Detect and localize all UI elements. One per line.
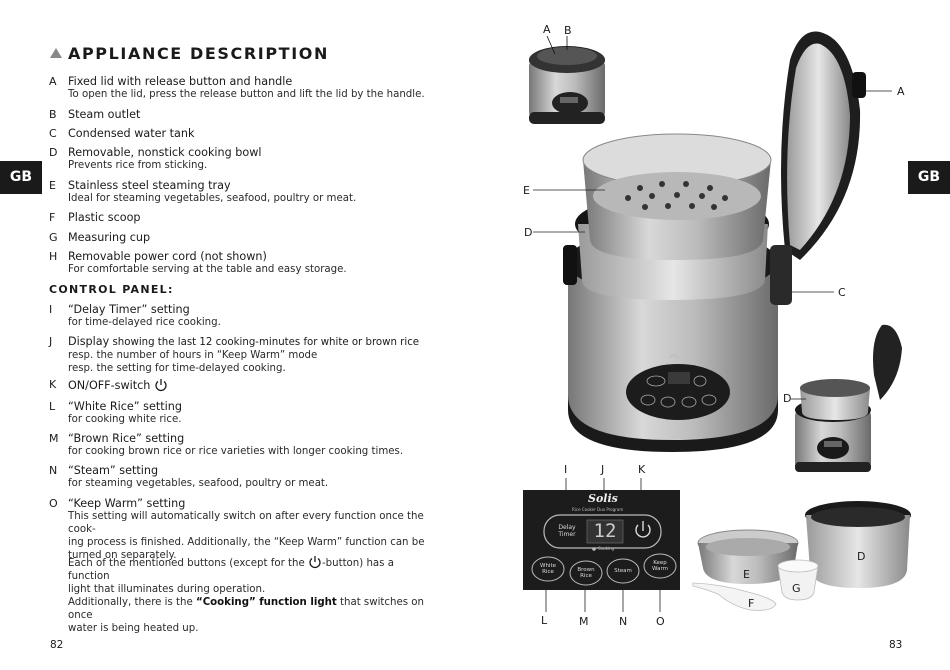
page-title: APPLIANCE DESCRIPTION	[50, 44, 329, 63]
control-i: I “Delay Timer” setting for time-delayed rice cooking.	[49, 303, 221, 328]
figure-label-e: E	[523, 184, 530, 197]
figure-label-a-top: A	[543, 23, 551, 36]
figure-label-l: L	[541, 614, 548, 627]
figure-label-d-small: D	[783, 392, 792, 405]
part-d: D Removable, nonstick cooking bowl Prevents rice from sticking.	[49, 146, 262, 171]
steam-button: Steam	[614, 568, 632, 574]
figure-label-n: N	[619, 615, 628, 628]
display-readout: 12	[593, 520, 617, 542]
part-g: G Measuring cup	[49, 231, 151, 244]
control-l: L “White Rice” setting for cooking white rice.	[49, 400, 182, 425]
panel-subtitle: Rice Cooker Duo Program	[572, 507, 624, 512]
figure-label-c: C	[838, 286, 846, 299]
part-h: H Removable power cord (not shown) For comfortable serving at the table and easy storage.	[49, 250, 347, 275]
brand-logo: Solis	[588, 492, 618, 505]
figure-label-b: B	[564, 24, 572, 37]
page-number-right: 83	[889, 639, 903, 651]
figure-label-f: F	[748, 597, 755, 610]
part-a: A Fixed lid with release button and handle To open the lid, press the release button and lift the lid by the handle.	[49, 75, 425, 100]
part-f: F Plastic scoop	[49, 211, 141, 224]
figure-label-e-accessory: E	[743, 568, 750, 581]
figure-label-d-accessory: D	[857, 550, 866, 563]
part-c: C Condensed water tank	[49, 127, 195, 140]
language-tab-left: GB	[0, 161, 42, 194]
language-tab-right: GB	[908, 161, 950, 194]
part-b: B Steam outlet	[49, 108, 141, 121]
figure-label-j: J	[601, 463, 605, 476]
brown-rice-button: Brown Rice	[577, 567, 595, 579]
control-k: K ON/OFF-switch	[49, 378, 429, 392]
control-n: N “Steam” setting for steaming vegetables, seafood, poultry or meat.	[49, 464, 329, 489]
control-j: J Display showing the last 12 cooking-minutes for white or brown rice resp. the number of hours in “Keep Warm” mode resp. the setting for time-delayed cooking.	[49, 335, 420, 374]
figure-label-a-right: A	[897, 85, 905, 98]
figure-label-m: M	[579, 615, 589, 628]
delay-timer-button: Delay Timer	[558, 524, 576, 538]
small-cooker-open	[795, 325, 902, 472]
control-panel-heading: CONTROL PANEL:	[49, 283, 174, 296]
accessories	[693, 501, 911, 610]
control-o: O “Keep Warm” setting This setting will automatically switch on after every function once the cook- ing process is finished. Additionally, the “Keep Warm” function can be turned on separately.	[49, 497, 425, 561]
keep-warm-button: Keep Warm	[652, 560, 668, 572]
figure-label-o: O	[656, 615, 665, 628]
white-rice-button: White Rice	[540, 563, 556, 575]
figure-label-d: D	[524, 226, 533, 239]
figure-label-g: G	[792, 582, 801, 595]
small-cooker-closed	[529, 36, 605, 124]
cooking-indicator: Cooking	[598, 546, 615, 551]
figure-label-k: K	[638, 463, 646, 476]
function-light-note: Each of the mentioned buttons (except for the -button) has a function light that illuminates during operation. Additionally, there is the “Cooking” function light that switches on once water is being heated up.	[68, 555, 428, 635]
control-m: M “Brown Rice” setting for cooking brown rice or rice varieties with longer cooking times.	[49, 432, 404, 457]
page-number-left: 82	[50, 639, 64, 651]
figure-label-i: I	[564, 463, 568, 476]
part-e: E Stainless steel steaming tray Ideal for steaming vegetables, seafood, poultry or meat.	[49, 179, 357, 204]
